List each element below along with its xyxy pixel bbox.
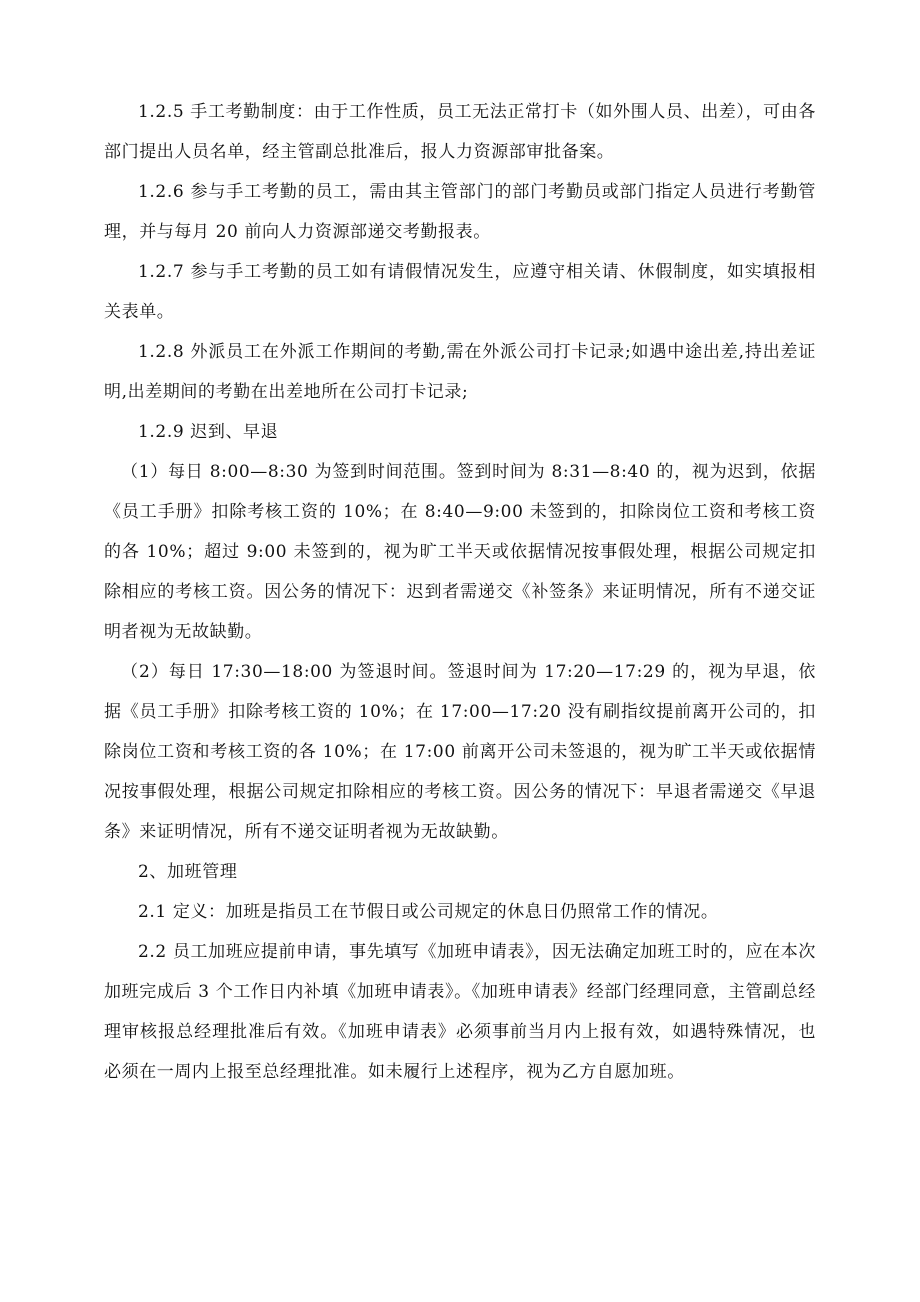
paragraph-1-2-9-item-2: （2）每日 17:30—18:00 为签退时间。签退时间为 17:20—17:29 的，视为早退，依据《员工手册》扣除考核工资的 10%；在 17:00—17:20 没有刷指纹提前离开公司的，扣除岗位工资和考核工资的各 10%；在 17:00 前离开公司未签退的，视为旷工半天或依据情况按事假处理，根据公司规定扣除相应的考核工资。因公务的情况下：早退者需递交《早退条》来证明情况，所有不递交证明者视为无故缺勤。: [104, 662, 816, 842]
heading-1-2-9: 1.2.9 迟到、早退: [138, 422, 279, 442]
paragraph-2-2: 2.2 员工加班应提前申请，事先填写《加班申请表》，因无法确定加班工时的，应在本次加班完成后 3 个工作日内补填《加班申请表》。《加班申请表》经部门经理同意，主管副总经理审核报总经理批准后有效。《加班申请表》必须事前当月内上报有效，如遇特殊情况，也必须在一周内上报至总经理批准。如未履行上述程序，视为乙方自愿加班。: [104, 942, 816, 1082]
paragraph-1-2-9-item-1: （1）每日 8:00—8:30 为签到时间范围。签到时间为 8:31—8:40 的，视为迟到，依据《员工手册》扣除考核工资的 10%；在 8:40—9:00 未签到的，扣除岗位工资和考核工资的各 10%；超过 9:00 未签到的，视为旷工半天或依据情况按事假处理，根据公司规定扣除相应的考核工资。因公务的情况下：迟到者需递交《补签条》来证明情况，所有不递交证明者视为无故缺勤。: [104, 462, 816, 642]
heading-section-2: 2、加班管理: [138, 862, 238, 882]
paragraph-1-2-5: 1.2.5 手工考勤制度：由于工作性质，员工无法正常打卡（如外围人员、出差），可由各部门提出人员名单，经主管副总批准后，报人力资源部审批备案。: [104, 102, 816, 162]
paragraph-1-2-6: 1.2.6 参与手工考勤的员工，需由其主管部门的部门考勤员或部门指定人员进行考勤管理，并与每月 20 前向人力资源部递交考勤报表。: [104, 182, 816, 242]
paragraph-1-2-8: 1.2.8 外派员工在外派工作期间的考勤,需在外派公司打卡记录;如遇中途出差,持出差证明,出差期间的考勤在出差地所在公司打卡记录;: [104, 342, 816, 402]
paragraph-1-2-7: 1.2.7 参与手工考勤的员工如有请假情况发生，应遵守相关请、休假制度，如实填报相关表单。: [104, 262, 816, 322]
paragraph-2-1: 2.1 定义：加班是指员工在节假日或公司规定的休息日仍照常工作的情况。: [138, 902, 719, 922]
document-page: [104, 92, 816, 1092]
